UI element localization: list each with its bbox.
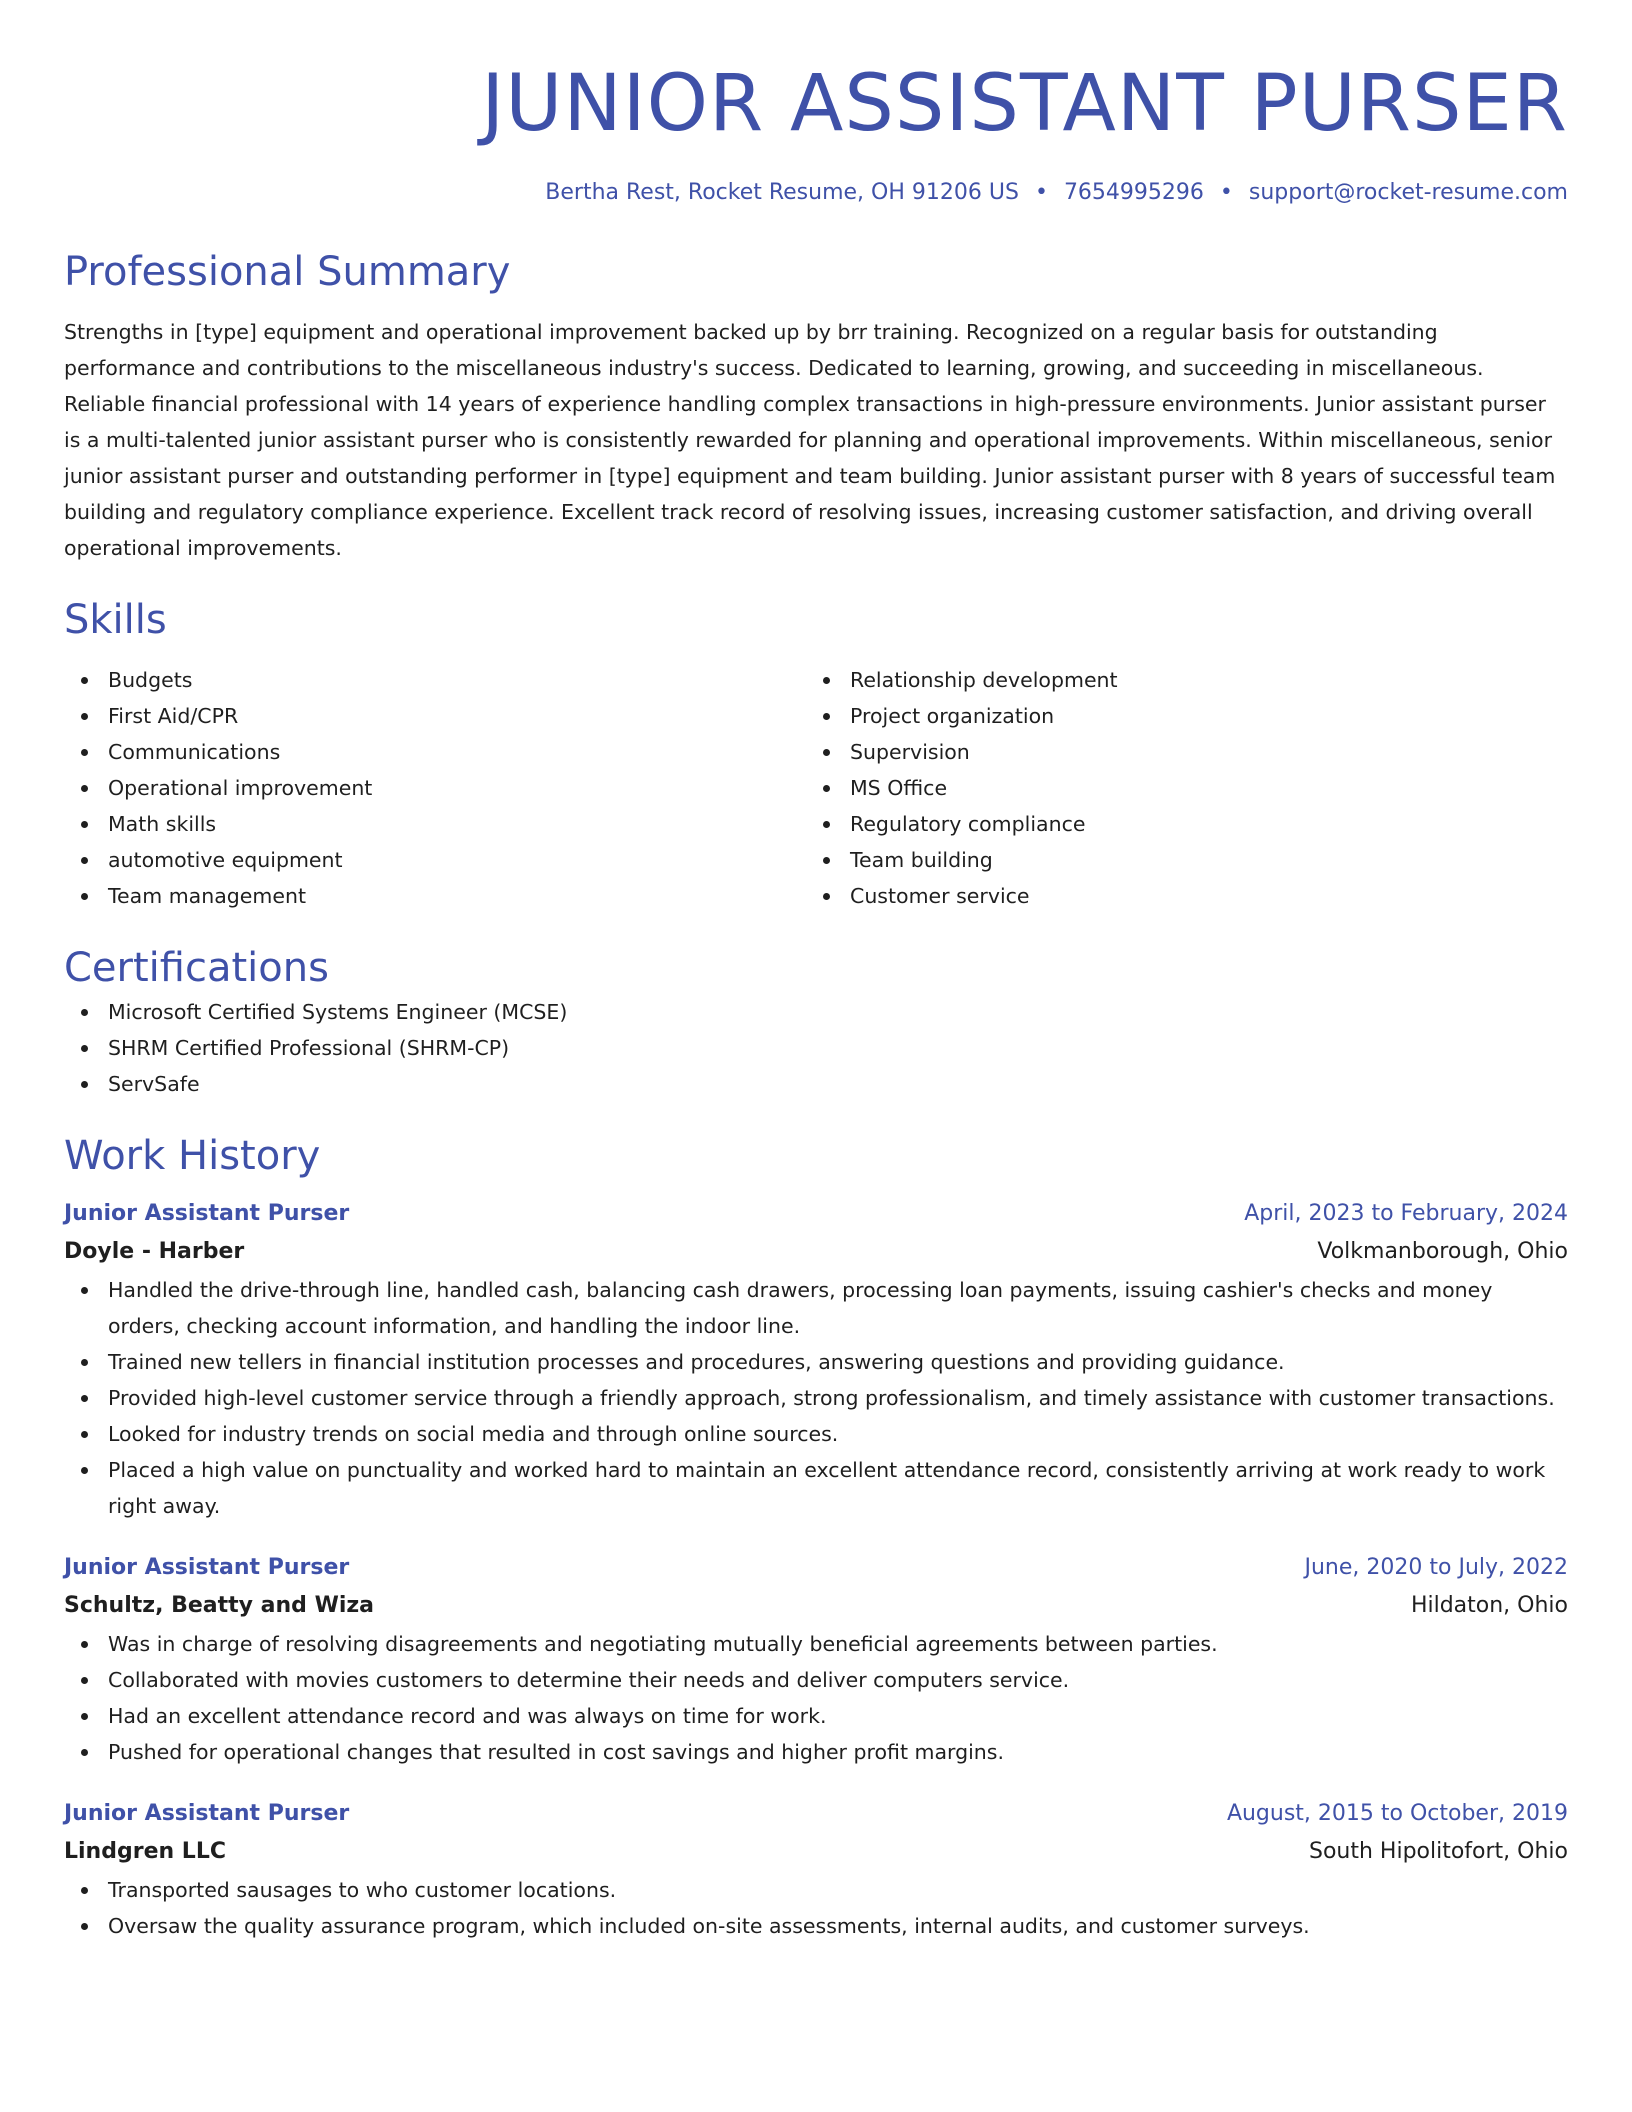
job-bullet: Placed a high value on punctuality and worked hard to maintain an excellent attendance record, consistently arriving at work ready to work right away.: [64, 1452, 1568, 1524]
skills-list-right: [806, 662, 1548, 914]
contact-separator: •: [1034, 180, 1048, 205]
skill-item: Operational improvement: [64, 770, 806, 806]
certifications-list: [64, 994, 1568, 1102]
skill-item: MS Office: [806, 770, 1548, 806]
job-bullet: Looked for industry trends on social media and through online sources.: [64, 1416, 1568, 1452]
job-entry: [64, 1796, 1568, 1944]
job-entry: [64, 1550, 1568, 1770]
summary-text: Strengths in [type] equipment and operational improvement backed up by brr training. Recognized on a regular basis for outstanding performance and contributions to the miscellaneous industry's success. Dedicated to learning, growing, and succeeding in miscellaneous. Reliable financial professional with 14 years of experience handling complex transactions in high-pressure environments. Junior assistant purser is a multi-talented junior assistant purser who is consistently rewarded for planning and operational improvements. Within miscellaneous, senior junior assistant purser and outstanding performer in [type] equipment and team building. Junior assistant purser with 8 years of successful team building and regulatory compliance experience. Excellent track record of resolving issues, increasing customer satisfaction, and driving overall operational improvements.: [64, 320, 1556, 560]
job-bullet: Was in charge of resolving disagreements and negotiating mutually beneficial agreements between parties.: [64, 1626, 1568, 1662]
job-title: Junior Assistant Purser: [64, 1201, 350, 1226]
job-dates: April, 2023 to February, 2024: [1244, 1201, 1568, 1226]
skill-item: First Aid/CPR: [64, 698, 806, 734]
job-header-row: [64, 1196, 1568, 1232]
skill-item: automotive equipment: [64, 842, 806, 878]
skill-item: Team management: [64, 878, 806, 914]
job-company: Schultz, Beatty and Wiza: [64, 1593, 375, 1618]
skill-item: Math skills: [64, 806, 806, 842]
job-bullets: [64, 1872, 1568, 1944]
resume-header: [64, 56, 1568, 208]
certification-item: Microsoft Certified Systems Engineer (MCSE): [64, 994, 1568, 1030]
job-company-row: [64, 1586, 1568, 1626]
job-title: Junior Assistant Purser: [64, 1555, 350, 1580]
job-header-row: [64, 1796, 1568, 1832]
job-company: Lindgren LLC: [64, 1839, 226, 1864]
job-location: Volkmanborough, Ohio: [1317, 1239, 1568, 1264]
skills-list-left: [64, 662, 806, 914]
skill-item: Budgets: [64, 662, 806, 698]
job-company-row: [64, 1832, 1568, 1872]
contact-separator: •: [1219, 180, 1233, 205]
job-company: Doyle - Harber: [64, 1239, 245, 1264]
certifications-heading: Certifications: [64, 945, 329, 991]
job-bullets: [64, 1626, 1568, 1770]
job-bullet: Oversaw the quality assurance program, which included on-site assessments, internal audits, and customer surveys.: [64, 1908, 1568, 1944]
job-bullet: Provided high-level customer service through a friendly approach, strong professionalism, and timely assistance with customer transactions.: [64, 1380, 1568, 1416]
skills-heading: Skills: [64, 597, 167, 643]
job-bullet: Pushed for operational changes that resulted in cost savings and higher profit margins.: [64, 1734, 1568, 1770]
job-bullet: Collaborated with movies customers to determine their needs and deliver computers service.: [64, 1662, 1568, 1698]
candidate-name: JUNIOR ASSISTANT PURSER: [481, 59, 1568, 149]
certification-item: SHRM Certified Professional (SHRM-CP): [64, 1030, 1568, 1066]
job-company-row: [64, 1232, 1568, 1272]
skill-item: Project organization: [806, 698, 1548, 734]
job-entry: [64, 1196, 1568, 1524]
skill-item: Relationship development: [806, 662, 1548, 698]
contact-phone: 7654995296: [1063, 180, 1204, 205]
job-dates: August, 2015 to October, 2019: [1226, 1801, 1568, 1826]
job-bullet: Transported sausages to who customer locations.: [64, 1872, 1568, 1908]
job-bullet: Had an excellent attendance record and was always on time for work.: [64, 1698, 1568, 1734]
contact-line: [64, 178, 1568, 208]
job-bullets: [64, 1272, 1568, 1524]
work-history-heading: Work History: [64, 1133, 321, 1179]
job-dates: June, 2020 to July, 2022: [1304, 1555, 1568, 1580]
job-location: Hildaton, Ohio: [1410, 1593, 1568, 1618]
job-location: South Hipolitofort, Ohio: [1308, 1839, 1568, 1864]
summary-heading: Professional Summary: [64, 249, 511, 295]
contact-email: support@rocket-resume.com: [1248, 180, 1568, 205]
job-bullet: Trained new tellers in financial institution processes and procedures, answering questions and providing guidance.: [64, 1344, 1568, 1380]
skill-item: Team building: [806, 842, 1548, 878]
job-title: Junior Assistant Purser: [64, 1801, 350, 1826]
skills-columns: [64, 662, 1568, 914]
contact-address: Bertha Rest, Rocket Resume, OH 91206 US: [545, 180, 1019, 205]
skill-item: Supervision: [806, 734, 1548, 770]
job-bullet: Handled the drive-through line, handled cash, balancing cash drawers, processing loan payments, issuing cashier's checks and money orders, checking account information, and handling the indoor line.: [64, 1272, 1568, 1344]
skill-item: Communications: [64, 734, 806, 770]
certification-item: ServSafe: [64, 1066, 1568, 1102]
job-header-row: [64, 1550, 1568, 1586]
skill-item: Customer service: [806, 878, 1548, 914]
skill-item: Regulatory compliance: [806, 806, 1548, 842]
